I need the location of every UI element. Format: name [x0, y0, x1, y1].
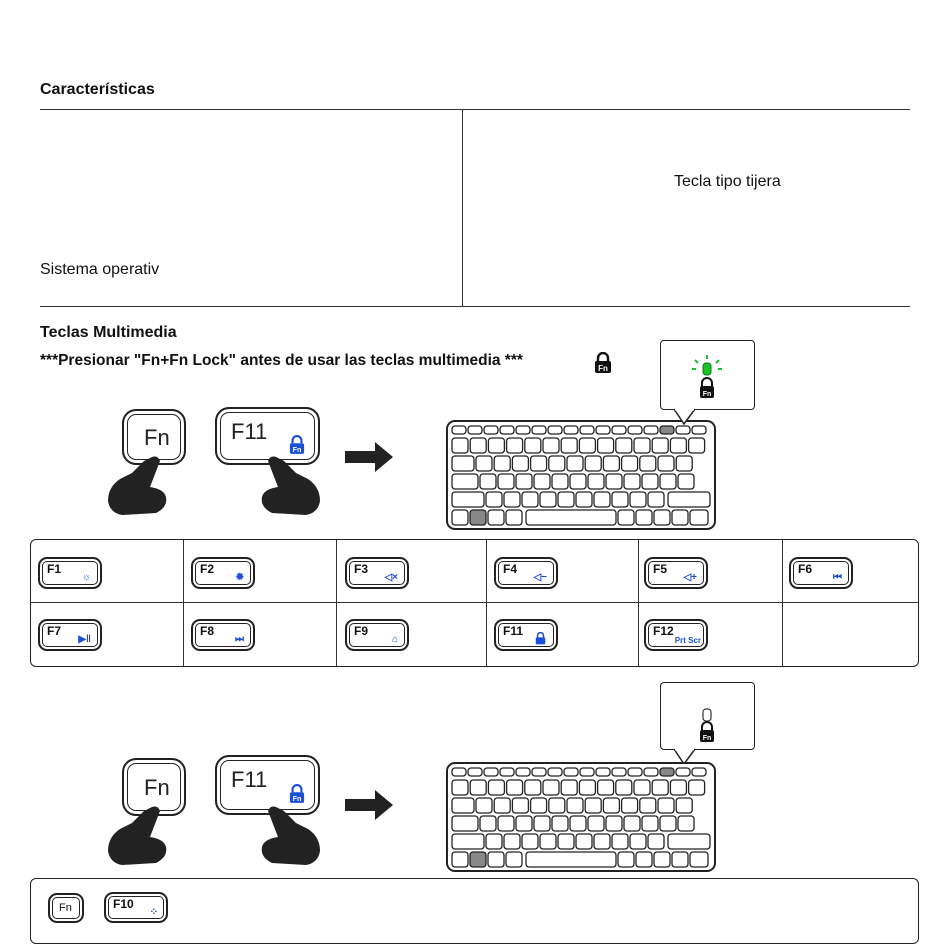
svg-text:Fn: Fn — [702, 735, 712, 742]
key-f10: F10 ⁘ — [104, 892, 168, 923]
arrow-right-icon — [345, 442, 395, 472]
pointing-hand-icon — [258, 455, 324, 515]
f11-big-key-top: F11 Fn — [215, 407, 320, 465]
f11-big-key-bottom: F11 Fn — [215, 755, 320, 815]
multimedia-key-table — [30, 539, 919, 667]
key-f4: F4 ◁− — [494, 557, 558, 589]
table-col-divider — [638, 540, 639, 666]
key-f2: F2 ✹ — [191, 557, 255, 589]
keyboard-illustration — [446, 420, 716, 530]
pointing-hand-icon — [104, 805, 170, 865]
keyboard-illustration — [446, 762, 716, 872]
fn-big-key-top: Fn — [122, 409, 186, 465]
multimedia-note: ***Presionar "Fn+Fn Lock" antes de usar las teclas multimedia *** — [40, 352, 523, 369]
features-os-cell: Sistema operativ — [40, 261, 160, 278]
key-f5: F5 ◁+ — [644, 557, 708, 589]
backlight-icon: ⁘ — [149, 907, 158, 918]
features-top-rule — [40, 109, 910, 110]
key-f6: F6 ⏮ — [789, 557, 853, 589]
play-pause-icon: ▶‖ — [78, 634, 91, 645]
led-callout — [660, 340, 755, 410]
features-key-type-cell: Tecla tipo tijera — [674, 173, 781, 190]
key-f7: F7 ▶‖ — [38, 619, 102, 651]
brightness-down-icon: ☼ — [81, 572, 91, 583]
led-off-icon — [692, 707, 722, 747]
pointing-hand-icon — [104, 455, 170, 515]
volume-up-icon: ◁+ — [683, 572, 697, 583]
fn-lock-icon — [594, 352, 612, 374]
home-icon: ⌂ — [391, 634, 398, 645]
key-f3: F3 ◁× — [345, 557, 409, 589]
pointing-hand-icon — [258, 805, 324, 865]
brightness-up-icon: ✹ — [235, 572, 244, 583]
led-callout — [660, 682, 755, 750]
fn-lock-icon — [289, 435, 305, 455]
table-col-divider — [782, 540, 783, 666]
led-on-icon — [692, 355, 722, 405]
key-fn-small: Fn — [48, 893, 84, 923]
svg-text:Fn: Fn — [598, 364, 608, 373]
print-screen-icon: Prt Scr — [674, 636, 701, 645]
key-f9: F9 ⌂ — [345, 619, 409, 651]
arrow-right-icon — [345, 790, 395, 820]
multimedia-heading: Teclas Multimedia — [40, 324, 177, 341]
callout-pointer — [673, 408, 697, 426]
fn-big-key-bottom: Fn — [122, 758, 186, 816]
key-f8: F8 ⏭ — [191, 619, 255, 651]
table-col-divider — [183, 540, 184, 666]
svg-text:Fn: Fn — [292, 446, 302, 455]
key-f1: F1 ☼ — [38, 557, 102, 589]
mute-icon: ◁× — [384, 572, 398, 583]
svg-text:Fn: Fn — [292, 795, 302, 804]
table-col-divider — [486, 540, 487, 666]
features-heading: Características — [40, 81, 155, 98]
volume-down-icon: ◁− — [533, 572, 547, 583]
fn-lock-icon — [535, 632, 546, 645]
previous-track-icon: ⏮ — [833, 572, 842, 583]
fn-lock-icon — [289, 784, 305, 804]
key-f11: F11 — [494, 619, 558, 651]
table-col-divider — [336, 540, 337, 666]
features-bottom-rule — [40, 306, 910, 307]
features-divider — [462, 109, 463, 306]
key-f12: F12 Prt Scr — [644, 619, 708, 651]
svg-text:Fn: Fn — [702, 391, 712, 398]
table-row-divider — [31, 602, 918, 603]
next-track-icon: ⏭ — [235, 634, 244, 645]
